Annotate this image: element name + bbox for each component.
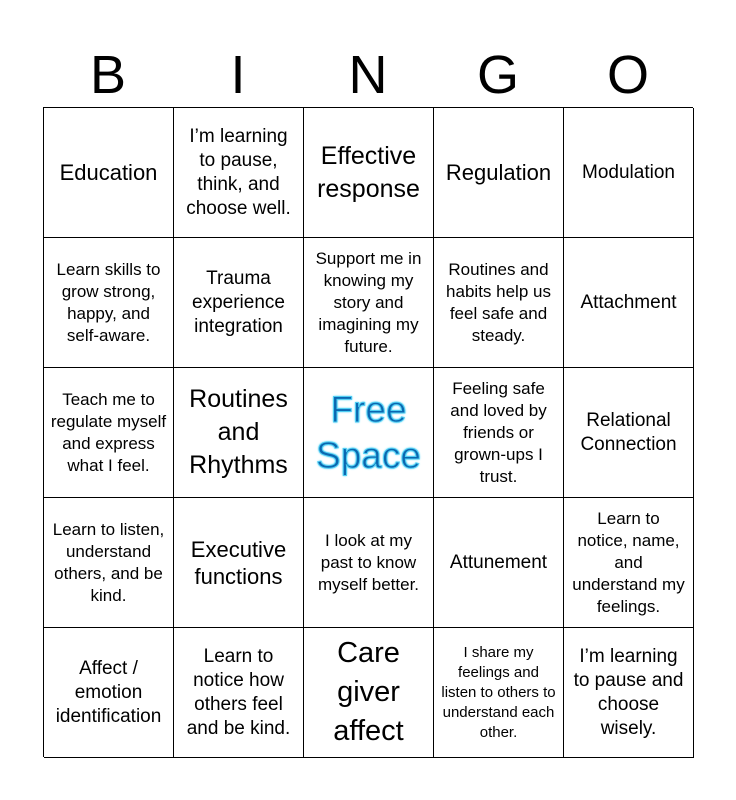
bingo-grid	[43, 107, 693, 757]
bingo-cell-r2c3[interactable]	[304, 238, 434, 368]
bingo-cell-r4c4[interactable]	[434, 498, 564, 628]
bingo-cell-r5c1[interactable]	[44, 628, 174, 758]
bingo-cell-r1c5[interactable]	[564, 108, 694, 238]
cell-text: Support me in knowing my story and imagining my future.	[315, 248, 422, 356]
bingo-cell-r4c2[interactable]	[174, 498, 304, 628]
cell-text: Learn skills to grow strong, happy, and self-aware.	[56, 259, 161, 345]
cell-text: Affect / emotion identification	[55, 657, 162, 727]
cell-text: Teach me to regulate myself and express what I feel.	[50, 389, 167, 475]
cell-text: Routines and habits help us feel safe and steady.	[446, 259, 551, 345]
cell-text: Routines and Rhythms	[189, 385, 288, 479]
header-letter-b: B	[89, 45, 127, 105]
cell-text: Feeling safe and loved by friends or grown-ups I trust.	[450, 378, 547, 486]
cell-text: Effective response	[317, 141, 420, 203]
header-letter-o: O	[606, 45, 649, 105]
bingo-cell-r3c4[interactable]	[434, 368, 564, 498]
bingo-cell-r5c2[interactable]	[174, 628, 304, 758]
cell-text: Regulation	[445, 160, 552, 185]
cell-text: Trauma experience integration	[192, 267, 285, 337]
bingo-cell-r1c2[interactable]	[174, 108, 304, 238]
cell-text: Care giver affect	[333, 637, 404, 747]
cell-text: Executive functions	[190, 536, 287, 589]
header-letter-i: I	[230, 45, 246, 105]
cell-text: I look at my past to know myself better.	[317, 530, 420, 594]
bingo-cell-r5c4[interactable]	[434, 628, 564, 758]
free-space-label: Free Space	[316, 388, 421, 476]
cell-text: Learn to notice, name, and understand my feelings.	[572, 508, 685, 616]
bingo-cell-r4c5[interactable]	[564, 498, 694, 628]
cell-text: Learn to notice how others feel and be kind.	[186, 645, 291, 739]
bingo-cell-r1c4[interactable]	[434, 108, 564, 238]
bingo-cell-r2c1[interactable]	[44, 238, 174, 368]
bingo-cell-r1c3[interactable]	[304, 108, 434, 238]
header-letter-g: G	[476, 45, 519, 105]
header-letter-n: N	[348, 45, 388, 105]
bingo-cell-r2c4[interactable]	[434, 238, 564, 368]
bingo-header	[43, 44, 693, 106]
bingo-cell-r4c1[interactable]	[44, 498, 174, 628]
cell-text: I share my feelings and listen to others to understand each other.	[441, 643, 556, 741]
cell-text: Learn to listen, understand others, and be kind.	[52, 519, 165, 605]
cell-text: Modulation	[582, 161, 675, 183]
bingo-cell-r2c5[interactable]	[564, 238, 694, 368]
bingo-cell-r5c5[interactable]	[564, 628, 694, 758]
cell-text: Education	[59, 160, 158, 185]
free-space-cell[interactable]	[304, 368, 434, 498]
cell-text: I’m learning to pause, think, and choose well.	[186, 125, 291, 219]
bingo-cell-r4c3[interactable]	[304, 498, 434, 628]
bingo-cell-r3c2[interactable]	[174, 368, 304, 498]
bingo-cell-r1c1[interactable]	[44, 108, 174, 238]
bingo-cell-r2c2[interactable]	[174, 238, 304, 368]
cell-text: Attunement	[449, 551, 548, 573]
cell-text: I’m learning to pause and choose wisely.	[573, 645, 684, 739]
bingo-cell-r5c3[interactable]	[304, 628, 434, 758]
cell-text: Attachment	[580, 291, 677, 313]
cell-text: Relational Connection	[580, 409, 677, 455]
bingo-cell-r3c1[interactable]	[44, 368, 174, 498]
bingo-cell-r3c5[interactable]	[564, 368, 694, 498]
